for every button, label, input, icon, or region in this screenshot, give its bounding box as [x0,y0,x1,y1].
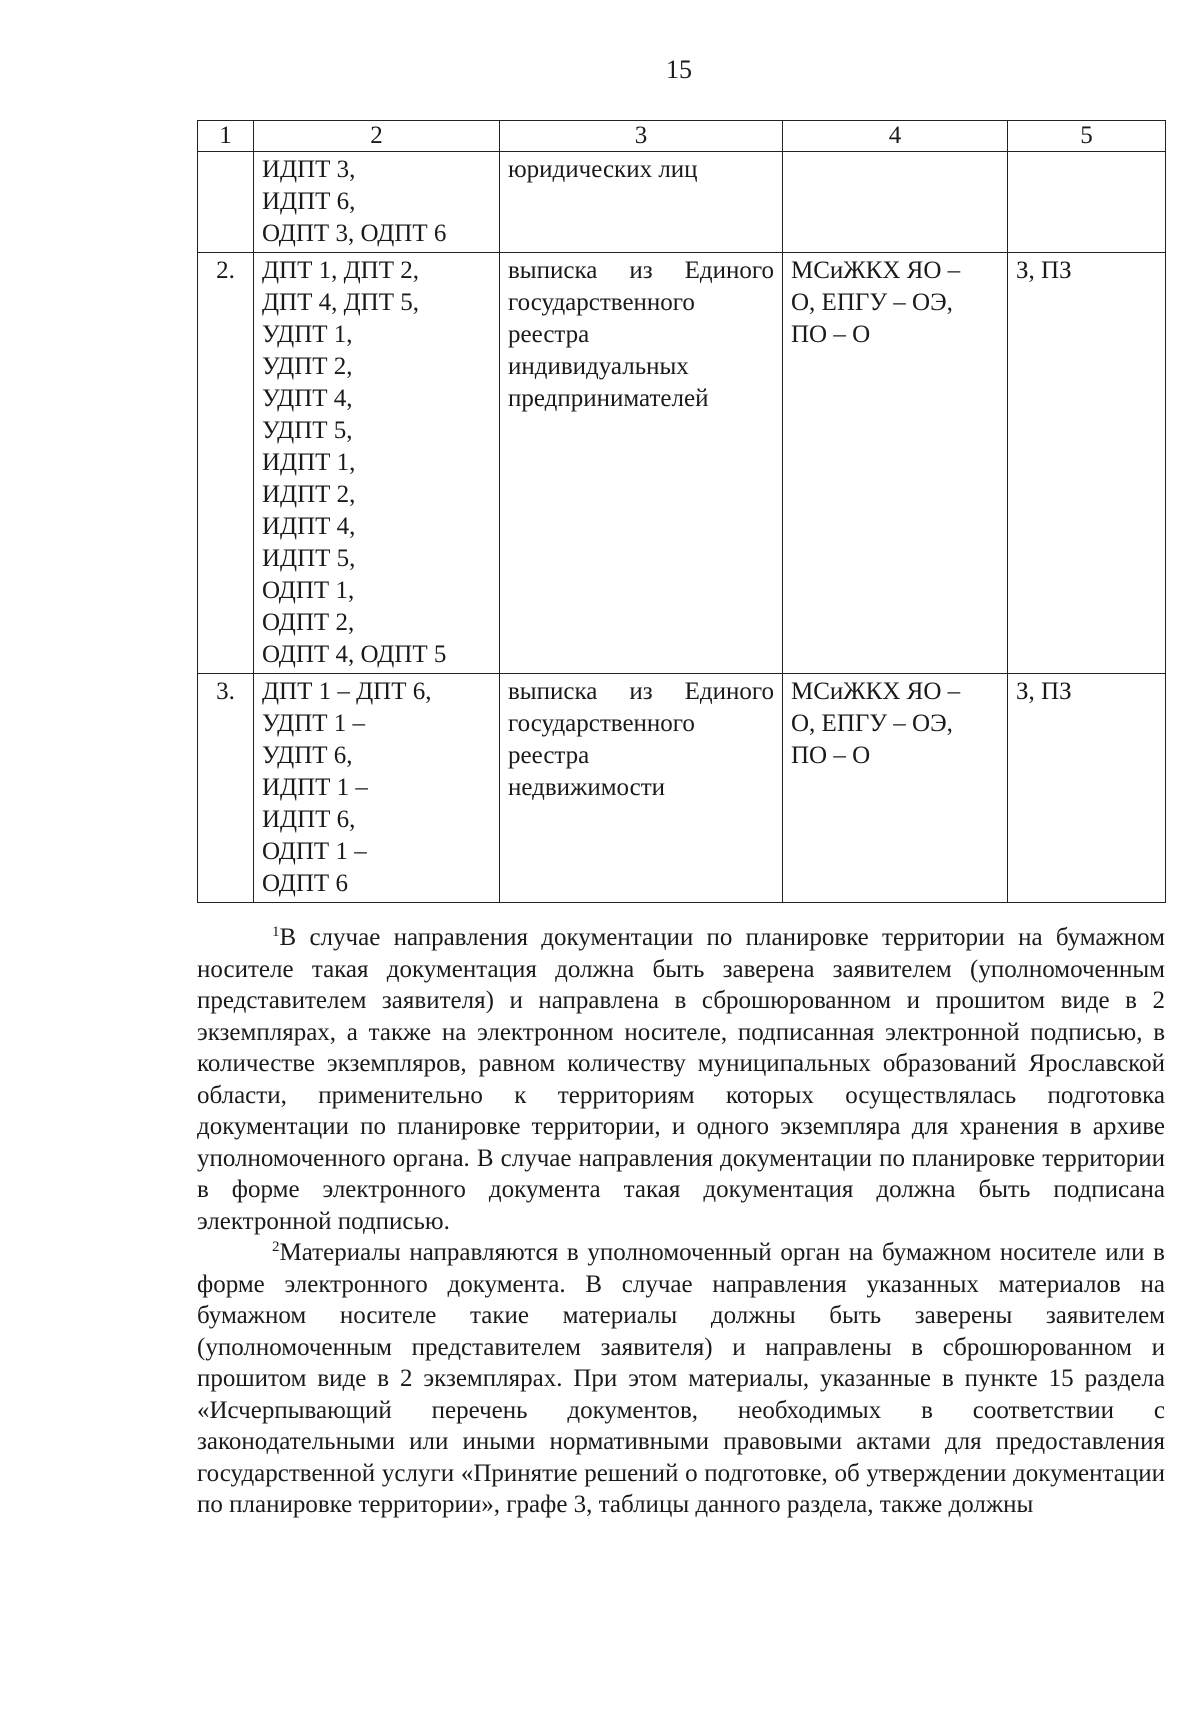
document-codes-cell-line: УДПТ 5, [262,417,353,444]
document-name-cell-line: реестра [508,742,590,769]
document-codes-cell-line: ИДПТ 1, [262,449,356,476]
document-codes-cell-line: УДПТ 1 – [262,710,366,737]
row-number [198,152,254,253]
document-codes-cell-line: ОДПТ 3, ОДПТ 6 [262,220,447,247]
document-source-cell-line: О, ЕПГУ – ОЭ, [791,289,953,316]
document-source-cell-line: О, ЕПГУ – ОЭ, [791,710,953,737]
header-cell: 5 [1008,121,1166,152]
document-codes-cell [254,253,500,674]
document-codes-cell-line: ОДПТ 6 [262,870,348,897]
document-name-cell-line: юридических лиц [508,156,698,183]
document-source-cell [783,253,1008,674]
document-codes-cell-line: ДПТ 1 – ДПТ 6, [262,678,432,705]
header-cell: 1 [198,121,254,152]
document-codes-cell-line: ИДПТ 6, [262,806,356,833]
document-codes-cell [254,674,500,903]
document-name-cell [500,253,783,674]
row-number: 2. [198,253,254,674]
header-cell: 4 [783,121,1008,152]
document-name-cell-line: недвижимости [508,774,666,801]
document-name-cell-line: выписка из Единого [508,678,774,705]
document-codes-cell-line: ИДПТ 1 – [262,774,368,801]
document-source-cell [783,152,1008,253]
document-name-cell-line: реестра [508,321,590,348]
table-row [198,152,1166,253]
document-name-cell-line: индивидуальных [508,353,689,380]
page-number: 15 [666,55,692,84]
row-number: 3. [198,674,254,903]
footnotes [197,922,1165,1521]
footnote-text: В случае направления документации по планировке территории на бумажном носителе такая документация должна быть заверена заявителем (уполномоченным представителем заявителя) и направлена в сброшюрованном и прошитом виде в 2 экземплярах, а также на электронном носителе, подписанная электронной подписью, в количестве экземпляров, равном количеству муниципальных образований Ярославской области, применительно к территориям которых осуществлялась подготовка документации по планировке территории, и одного экземпляра для хранения в архиве уполномоченного органа. В случае направления документации по планировке территории в форме электронного документа такая документация должна быть подписана электронной подписью. [197,924,1165,1235]
document-form-cell: З, ПЗ [1008,253,1166,674]
document-codes-cell-line: УДПТ 6, [262,742,353,769]
document-source-cell [783,674,1008,903]
documents-table [197,120,1166,903]
document-source-cell-line: МСиЖКХ ЯО – [791,257,961,284]
document-codes-cell-line: ИДПТ 6, [262,188,356,215]
footnote-1 [197,922,1165,1237]
document-codes-cell-line: ИДПТ 5, [262,545,356,572]
document-codes-cell [254,152,500,253]
document-codes-cell-line: УДПТ 4, [262,385,353,412]
document-codes-cell-line: ИДПТ 4, [262,513,356,540]
document-codes-cell-line: ОДПТ 2, [262,609,355,636]
document-codes-cell-line: ОДПТ 1, [262,577,355,604]
document-codes-cell-line: ДПТ 4, ДПТ 5, [262,289,420,316]
header-cell: 2 [254,121,500,152]
table-header-row [198,121,1166,152]
document-codes-cell-line: УДПТ 2, [262,353,353,380]
table-row [198,674,1166,903]
footnote-marker: 2 [272,1239,280,1255]
document-name-cell-line: государственного [508,289,695,316]
document-codes-cell-line: ИДПТ 3, [262,156,356,183]
document-name-cell-line: государственного [508,710,695,737]
footnote-marker: 1 [272,924,280,940]
document-codes-cell-line: ДПТ 1, ДПТ 2, [262,257,420,284]
table-body [198,152,1166,903]
document-source-cell-line: ПО – О [791,321,871,348]
table-row [198,253,1166,674]
document-form-cell: З, ПЗ [1008,674,1166,903]
footnote-text: Материалы направляются в уполномоченный орган на бумажном носителе или в форме электронного документа. В случае направления указанных материалов на бумажном носителе такие материалы должны быть заверены заявителем (уполномоченным представителем заявителя) и направлены в сброшюрованном и прошитом виде в 2 экземплярах. При этом материалы, указанные в пункте 15 раздела «Исчерпывающий перечень документов, необходимых в соответствии с законодательными или иными нормативными правовыми актами для предоставления государственной услуги «Принятие решений о подготовке, об утверждении документации по планировке территории», графе 3, таблицы данного раздела, также должны [197,1239,1165,1518]
document-codes-cell-line: УДПТ 1, [262,321,353,348]
document-name-cell-line: предпринимателей [508,385,709,412]
document-codes-cell-line: ИДПТ 2, [262,481,356,508]
header-cell: 3 [500,121,783,152]
document-codes-cell-line: ОДПТ 4, ОДПТ 5 [262,641,447,668]
document-name-cell-line: выписка из Единого [508,257,774,284]
document-source-cell-line: ПО – О [791,742,871,769]
document-codes-cell-line: ОДПТ 1 – [262,838,367,865]
document-name-cell [500,674,783,903]
document-name-cell [500,152,783,253]
document-source-cell-line: МСиЖКХ ЯО – [791,678,961,705]
footnote-2 [197,1237,1165,1521]
document-form-cell [1008,152,1166,253]
